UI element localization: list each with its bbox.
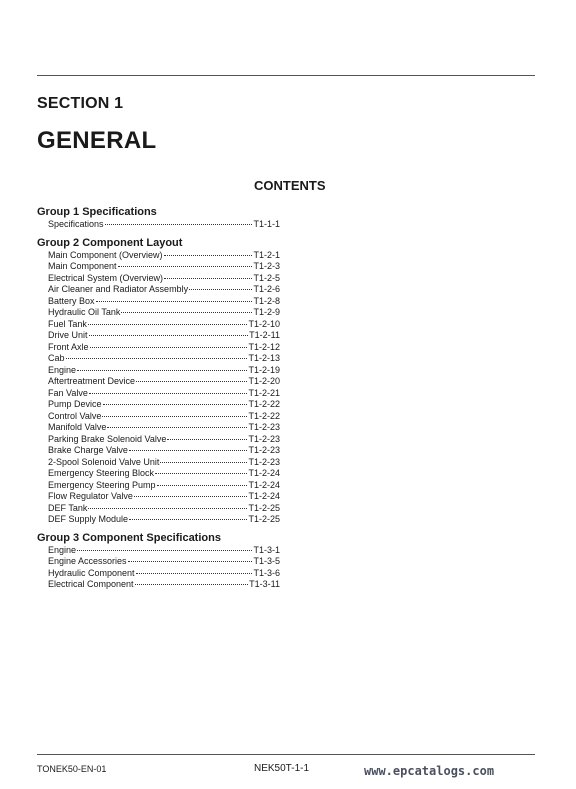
toc-entry-page: T1-2-11 — [249, 330, 280, 340]
toc-entry-page: T1-2-8 — [253, 295, 280, 306]
toc-group — [37, 237, 280, 526]
toc-entry[interactable] — [37, 219, 280, 231]
toc-entry-title: Control Valve — [48, 410, 102, 421]
toc-entry[interactable] — [37, 422, 280, 434]
toc-entry-page: T1-2-20 — [248, 376, 280, 386]
toc-entry-title: Specifications — [48, 219, 104, 229]
toc-entry-title: Air Cleaner and Radiator Assembly — [48, 284, 189, 294]
toc-entry-page: T1-2-12 — [248, 341, 280, 352]
toc-entry[interactable] — [37, 434, 280, 446]
toc-entry[interactable] — [37, 579, 280, 591]
dot-leader — [90, 347, 248, 348]
toc-entry-title: Hydraulic Oil Tank — [48, 307, 121, 317]
dot-leader — [89, 335, 249, 336]
toc-entry-page: T1-2-9 — [253, 307, 280, 317]
toc-group-title: Group 2 Component Layout — [37, 236, 183, 249]
toc-entry-page: T1-2-25 — [248, 502, 280, 513]
dot-leader — [103, 404, 248, 405]
dot-leader — [160, 462, 247, 463]
toc-entry-page: T1-2-24 — [248, 479, 280, 490]
toc-entry-page: T1-2-6 — [253, 284, 280, 294]
toc-entry-page: T1-2-23 — [248, 456, 280, 467]
toc-entry-title: Parking Brake Solenoid Valve — [48, 433, 167, 444]
dot-leader — [189, 289, 252, 290]
toc-entry-title: Engine Accessories — [48, 556, 127, 566]
toc-entry[interactable] — [37, 342, 280, 354]
toc-entry-page: T1-2-23 — [248, 422, 280, 432]
toc-entry-page: T1-2-21 — [248, 387, 280, 398]
toc-entry-title: Manifold Valve — [48, 422, 107, 432]
toc-entry-page: T1-2-1 — [253, 249, 280, 260]
dot-leader — [88, 324, 248, 325]
toc-entry-page: T1-2-25 — [248, 514, 280, 524]
toc-entry[interactable] — [37, 296, 280, 308]
toc-entry-title: Flow Regulator Valve — [48, 491, 133, 501]
toc-entry-page: T1-1-1 — [253, 219, 280, 229]
dot-leader — [66, 358, 248, 359]
toc-entry-page: T1-2-22 — [248, 410, 280, 421]
dot-leader — [167, 439, 247, 440]
toc-entry[interactable] — [37, 411, 280, 423]
toc-entry[interactable] — [37, 480, 280, 492]
toc-entry[interactable] — [37, 556, 280, 568]
dot-leader — [107, 427, 247, 428]
toc-entry-title: Electrical Component — [48, 579, 134, 589]
toc-entry-title: Fuel Tank — [48, 318, 87, 329]
dot-leader — [88, 508, 247, 509]
toc-entry[interactable] — [37, 503, 280, 515]
toc-entry[interactable] — [37, 365, 280, 377]
page-number: NEK50T-1-1 — [254, 763, 310, 774]
toc-entry[interactable] — [37, 250, 280, 262]
toc-group-title: Group 3 Component Specifications — [37, 531, 221, 544]
dot-leader — [136, 381, 247, 382]
dot-leader — [121, 312, 252, 313]
dot-leader — [129, 450, 248, 451]
toc-entry-title: Main Component (Overview) — [48, 249, 163, 260]
toc-entry-title: Brake Charge Valve — [48, 445, 128, 455]
toc-entry-page: T1-2-10 — [248, 318, 280, 329]
dot-leader — [164, 278, 252, 279]
footer-rule — [37, 754, 535, 755]
toc-entry[interactable] — [37, 284, 280, 296]
toc-entry-title: Drive Unit — [48, 330, 88, 340]
toc-entry-title: Engine — [48, 364, 77, 375]
toc-entry-page: T1-3-6 — [253, 567, 280, 578]
toc-entry-title: Emergency Steering Pump — [48, 479, 156, 490]
toc-entry-page: T1-2-5 — [253, 272, 280, 283]
toc-entry-page: T1-2-24 — [248, 491, 280, 501]
header-rule — [37, 75, 535, 76]
dot-leader — [77, 370, 247, 371]
toc-entry-title: DEF Tank — [48, 502, 88, 513]
toc-entry[interactable] — [37, 545, 280, 557]
section-title: GENERAL — [37, 127, 157, 154]
toc-entry-title: Aftertreatment Device — [48, 376, 136, 386]
dot-leader — [157, 485, 248, 486]
toc-entry[interactable] — [37, 514, 280, 526]
dot-leader — [89, 393, 248, 394]
dot-leader — [164, 255, 253, 256]
toc-entry-title: Engine — [48, 544, 77, 555]
dot-leader — [135, 584, 249, 585]
toc-entry[interactable] — [37, 319, 280, 331]
toc-entry-title: Fan Valve — [48, 387, 88, 398]
toc-entry[interactable] — [37, 491, 280, 503]
dot-leader — [128, 561, 253, 562]
dot-leader — [136, 573, 253, 574]
dot-leader — [118, 266, 253, 267]
toc-group-title: Group 1 Specifications — [37, 206, 157, 218]
toc-entry-page: T1-3-5 — [253, 556, 280, 566]
toc-entry-title: Battery Box — [48, 295, 95, 306]
dot-leader — [102, 416, 247, 417]
toc-entry[interactable] — [37, 376, 280, 388]
toc-entry-title: DEF Supply Module — [48, 514, 129, 524]
toc-entry-title: Pump Device — [48, 399, 102, 409]
toc-entry[interactable] — [37, 307, 280, 319]
toc-entry-page: T1-3-11 — [249, 579, 280, 589]
toc-entry[interactable] — [37, 261, 280, 273]
toc-entry-title: Hydraulic Component — [48, 567, 135, 578]
dot-leader — [77, 550, 252, 551]
toc-entry[interactable] — [37, 399, 280, 411]
toc-entry-page: T1-2-3 — [253, 261, 280, 271]
toc-entry-title: Main Component — [48, 261, 117, 271]
dot-leader — [105, 224, 253, 225]
document-code: TONEK50-EN-01 — [37, 764, 107, 774]
dot-leader — [96, 301, 253, 302]
toc-entry-page: T1-2-24 — [248, 468, 280, 478]
toc-group — [37, 206, 280, 231]
toc-entry[interactable] — [37, 273, 280, 285]
toc-entry-title: Cab — [48, 353, 65, 363]
toc-entry[interactable] — [37, 330, 280, 342]
toc-entry[interactable] — [37, 468, 280, 480]
toc-entry[interactable] — [37, 388, 280, 400]
toc-entry[interactable] — [37, 445, 280, 457]
toc-entry-title: 2-Spool Solenoid Valve Unit — [48, 456, 160, 467]
toc-entry-page: T1-2-23 — [248, 445, 280, 455]
dot-leader — [134, 496, 248, 497]
toc-entry-page: T1-2-23 — [248, 433, 280, 444]
toc-entry-title: Emergency Steering Block — [48, 468, 155, 478]
toc-entry-title: Front Axle — [48, 341, 89, 352]
toc-entry-title: Electrical System (Overview) — [48, 272, 164, 283]
toc-entry[interactable] — [37, 353, 280, 365]
toc-entry[interactable] — [37, 568, 280, 580]
table-of-contents — [37, 206, 280, 591]
section-label: SECTION 1 — [37, 95, 124, 112]
toc-entry[interactable] — [37, 457, 280, 469]
toc-entry-page: T1-2-22 — [248, 399, 280, 409]
toc-group — [37, 532, 280, 591]
toc-entry-page: T1-3-1 — [253, 544, 280, 555]
dot-leader — [129, 519, 247, 520]
dot-leader — [155, 473, 247, 474]
toc-entry-page: T1-2-19 — [248, 364, 280, 375]
toc-entry-page: T1-2-13 — [248, 353, 280, 363]
watermark-url: www.epcatalogs.com — [364, 764, 495, 778]
contents-heading: CONTENTS — [254, 178, 326, 193]
